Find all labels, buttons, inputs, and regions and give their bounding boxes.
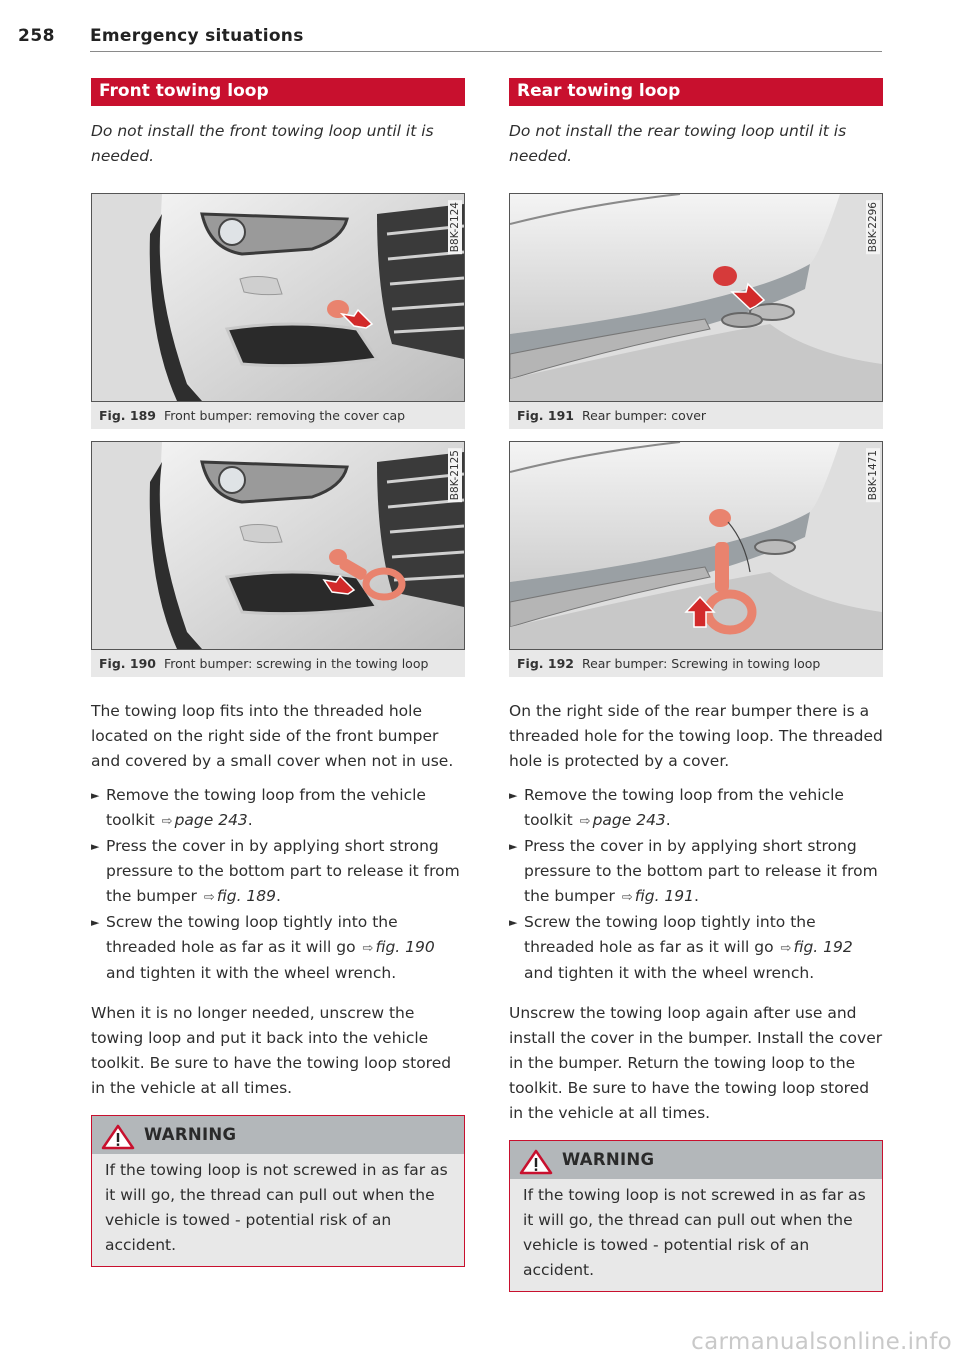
page-header <box>18 24 882 54</box>
figure-link[interactable]: fig. 190 <box>375 938 435 956</box>
bullet-icon: ► <box>509 840 518 853</box>
figure-caption <box>509 650 883 677</box>
arrow-right-icon: ⇨ <box>579 814 591 829</box>
figure-caption <box>91 402 465 429</box>
warning-box-rear <box>509 1140 883 1292</box>
front-bumper-image <box>92 194 464 401</box>
figure-caption-text: Front bumper: removing the cover cap <box>163 408 406 423</box>
bullet-icon: ► <box>91 840 100 853</box>
figure-caption-text: Rear bumper: cover <box>581 408 707 423</box>
intro-rear: Do not install the rear towing loop until it is needed. <box>509 122 847 165</box>
front-bumper-cover-cap-illustration <box>91 193 465 402</box>
figure-number: Fig. 192 <box>517 656 574 671</box>
step-item: ► Screw the towing loop tightly into the threaded hole as far as it will go ⇨ fig. 192 and tighten it with the wheel wrench. <box>509 910 883 986</box>
closing-text-front: When it is no longer needed, unscrew the towing loop and put it back into the vehicle toolkit. Be sure to have the towing loop stored in the vehicle at all times. <box>91 1004 452 1097</box>
figure-189 <box>91 193 465 429</box>
figure-number: Fig. 190 <box>99 656 156 671</box>
steps-front <box>91 783 465 986</box>
warning-label: WARNING <box>562 1150 655 1169</box>
rear-bumper-loop-image <box>510 442 882 649</box>
warning-text: If the towing loop is not screwed in as far as it will go, the thread can pull out when the vehicle is towed - potential risk of an accident. <box>105 1161 448 1254</box>
page-link[interactable]: page 243 <box>592 811 666 829</box>
front-towing-loop-column <box>91 78 465 1267</box>
arrow-right-icon: ⇨ <box>362 941 374 956</box>
warning-label: WARNING <box>144 1125 237 1144</box>
chapter-title: Emergency situations <box>90 26 304 46</box>
figure-code: B8K-1471 <box>867 450 879 501</box>
figure-caption <box>509 402 883 429</box>
step-item: ► Remove the towing loop from the vehicle toolkit ⇨ page 243. <box>509 783 883 834</box>
figure-number: Fig. 191 <box>517 408 574 423</box>
figure-caption-text: Rear bumper: Screwing in towing loop <box>581 656 821 671</box>
section-title-front: Front towing loop <box>91 78 465 106</box>
closing-text-rear: Unscrew the towing loop again after use and install the cover in the bumper. Install the cover in the bumper. Return the towing loop to the toolkit. Be sure to have the towing loop stored in the vehicle at all times. <box>509 1004 883 1122</box>
rear-bumper-image <box>510 194 882 401</box>
figure-192 <box>509 441 883 677</box>
bullet-icon: ► <box>91 916 100 929</box>
step-item: ► Screw the towing loop tightly into the threaded hole as far as it will go ⇨ fig. 190 and tighten it with the wheel wrench. <box>91 910 465 986</box>
warning-triangle-icon <box>101 1124 135 1150</box>
figure-code: B8K-2124 <box>449 202 461 253</box>
bullet-icon: ► <box>509 789 518 802</box>
figure-code: B8K-2125 <box>449 450 461 501</box>
page-link[interactable]: page 243 <box>174 811 248 829</box>
warning-triangle-icon <box>519 1149 553 1175</box>
section-title-rear: Rear towing loop <box>509 78 883 106</box>
header-divider <box>90 51 882 52</box>
figure-191 <box>509 193 883 429</box>
figure-caption-text: Front bumper: screwing in the towing loop <box>163 656 429 671</box>
warning-text: If the towing loop is not screwed in as far as it will go, the thread can pull out when the vehicle is towed - potential risk of an accident. <box>523 1186 866 1279</box>
step-item: ► Remove the towing loop from the vehicle toolkit ⇨ page 243. <box>91 783 465 834</box>
front-bumper-loop-image <box>92 442 464 649</box>
figure-link[interactable]: fig. 189 <box>216 887 277 905</box>
body-text-rear: On the right side of the rear bumper there is a threaded hole for the towing loop. The threaded hole is protected by a cover. <box>509 702 883 770</box>
arrow-right-icon: ⇨ <box>203 890 215 905</box>
arrow-right-icon: ⇨ <box>621 890 633 905</box>
bullet-icon: ► <box>91 789 100 802</box>
warning-header <box>510 1141 882 1179</box>
intro-front: Do not install the front towing loop until it is needed. <box>91 122 434 165</box>
step-item: ► Press the cover in by applying short strong pressure to the bottom part to release it from the bumper ⇨ fig. 191. <box>509 834 883 910</box>
figure-link[interactable]: fig. 191 <box>634 887 695 905</box>
figure-link[interactable]: fig. 192 <box>793 938 853 956</box>
rear-bumper-towing-loop-illustration <box>509 441 883 650</box>
body-text-front: The towing loop fits into the threaded hole located on the right side of the front bumper and covered by a small cover when not in use. <box>91 702 454 770</box>
warning-box-front <box>91 1115 465 1267</box>
front-bumper-towing-loop-illustration <box>91 441 465 650</box>
page-number: 258 <box>18 26 55 46</box>
step-item: ► Press the cover in by applying short strong pressure to the bottom part to release it from the bumper ⇨ fig. 189. <box>91 834 465 910</box>
figure-code: B8K-2296 <box>867 202 879 253</box>
rear-towing-loop-column <box>509 78 883 1292</box>
bullet-icon: ► <box>509 916 518 929</box>
rear-bumper-cover-illustration <box>509 193 883 402</box>
figure-caption <box>91 650 465 677</box>
figure-number: Fig. 189 <box>99 408 156 423</box>
steps-rear <box>509 783 883 986</box>
figure-190 <box>91 441 465 677</box>
warning-header <box>92 1116 464 1154</box>
arrow-right-icon: ⇨ <box>780 941 792 956</box>
watermark: carmanualsonline.info <box>691 1329 952 1355</box>
arrow-right-icon: ⇨ <box>161 814 173 829</box>
